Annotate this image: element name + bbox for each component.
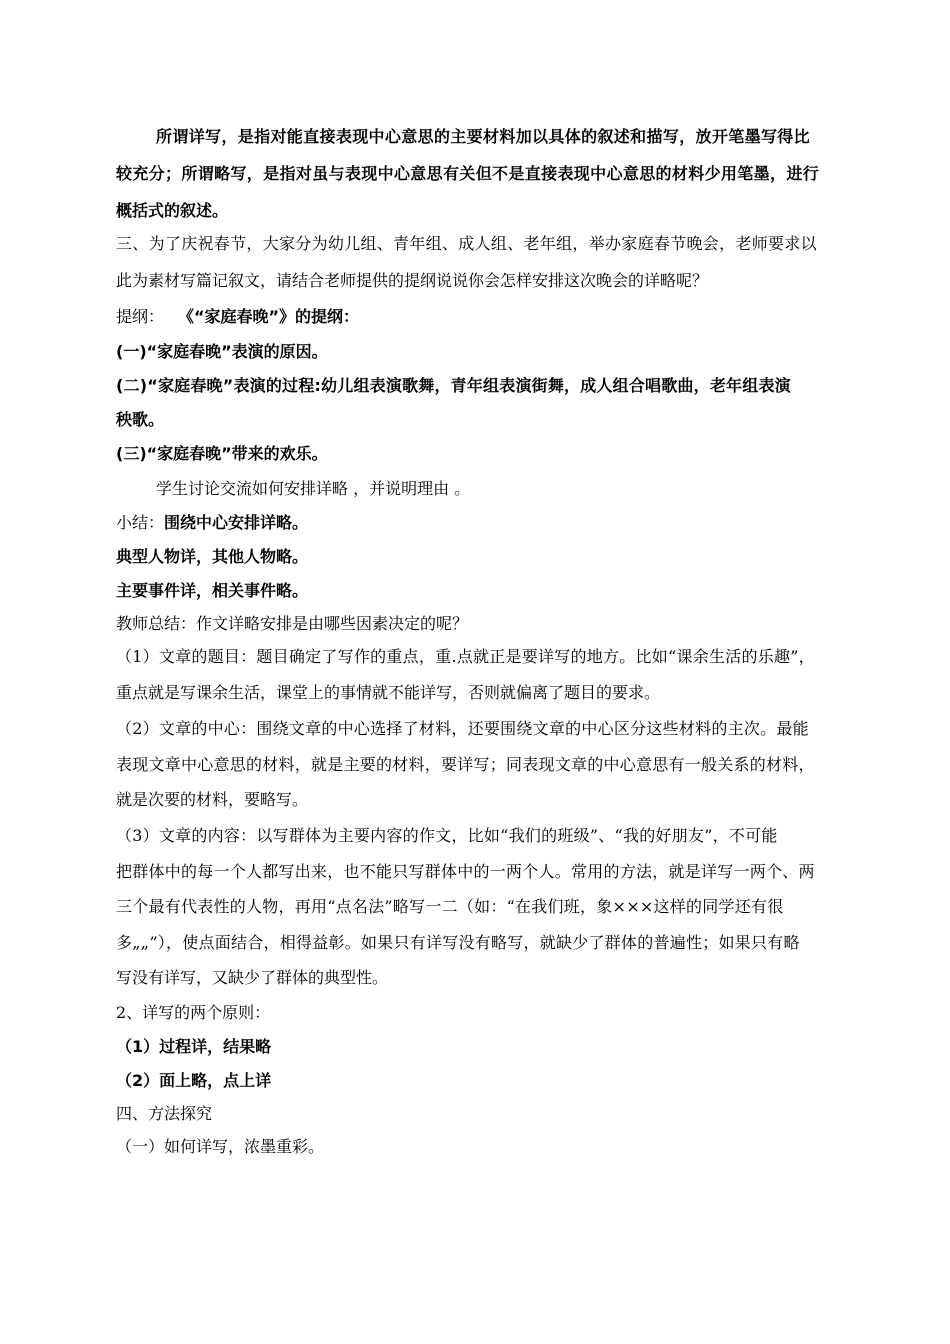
factor-line-10: 写没有详写，又缺少了群体的典型性。 — [116, 968, 389, 987]
summary-prefix: 小结： — [116, 513, 165, 532]
factor-line-9: 多„„”），使点面结合，相得益彰。如果只有详写没有略写，就缺少了群体的普遍性；如果只有略 — [116, 933, 800, 952]
factor-line-4: 表现文章中心意思的材料，就是主要的材料，要详写；同表现文章的中心意思有一般关系的材料， — [116, 755, 815, 774]
section3-line-1: 三、为了庆祝春节，大家分为幼儿组、青年组、成人组、老年组，举办家庭春节晚会，老师要求以 — [116, 234, 817, 253]
factor-line-7: 把群体中的每一个人都写出来，也不能只写群体中的一两个人。常用的方法，就是详写一两个、两 — [116, 862, 815, 881]
intro-line-1: 所谓详写，是指对能直接表现中心意思的主要材料加以具体的叙述和描写，放开笔墨写得比 — [156, 127, 811, 146]
outline-item-3: (三)“家庭春晚”带来的欢乐。 — [116, 444, 328, 463]
teacher-question: 教师总结：作文详略安排是由哪些因素决定的呢？ — [116, 614, 469, 633]
summary-line-1 — [116, 513, 308, 533]
outline-prefix: 提纲： — [116, 307, 165, 326]
intro-line-3: 概括式的叙述。 — [116, 201, 229, 220]
discussion-line: 学生讨论交流如何安排详略 ，并说明理由 。 — [156, 479, 471, 498]
factor-line-2: 重点就是写课余生活，课堂上的事情就不能详写，否则就偏离了题目的要求。 — [116, 683, 661, 702]
outline-title: 《“家庭春晚”》的提纲： — [186, 307, 360, 326]
factor-line-5: 就是次要的材料，要略写。 — [116, 790, 309, 809]
outline-item-2-cont: 秧歌。 — [116, 410, 165, 429]
outline-heading — [116, 307, 359, 327]
summary-point-2: 典型人物详，其他人物略。 — [116, 547, 309, 566]
summary-point-3: 主要事件详，相关事件略。 — [116, 581, 309, 600]
section4-heading: 四、方法探究 — [116, 1104, 213, 1123]
summary-point-1: 围绕中心安排详略。 — [164, 513, 309, 532]
intro-line-2: 较充分；所谓略写，是指对虽与表现中心意思有关但不是直接表现中心意思的材料少用笔墨，进行 — [116, 164, 820, 183]
principle-1: （1）过程详，结果略 — [116, 1037, 272, 1056]
factor-line-8: 三个最有代表性的人物，再用“点名法”略写一二（如：“在我们班，象×××这样的同学还有很 — [116, 897, 784, 916]
factor-line-6: （3）文章的内容：以写群体为主要内容的作文，比如“我们的班级”、“我的好朋友”，不可能 — [116, 826, 778, 845]
outline-item-2: (二)“家庭春晚”表演的过程:幼儿组表演歌舞，青年组表演街舞，成人组合唱歌曲，老年组表演 — [116, 376, 791, 395]
section4-subheading: （一）如何详写，浓墨重彩。 — [116, 1137, 325, 1156]
section3-line-2: 此为素材写篇记叙文，请结合老师提供的提纲说说你会怎样安排这次晚会的详略呢？ — [116, 271, 709, 290]
principle-2: （2）面上略，点上详 — [116, 1071, 272, 1090]
factor-line-1: （1）文章的题目：题目确定了写作的重点，重.点就正是要详写的地方。比如“课余生活的乐趣”， — [116, 647, 815, 666]
principles-heading: 2、详写的两个原则： — [116, 1003, 271, 1022]
factor-line-3: （2）文章的中心：围绕文章的中心选择了材料，还要围绕文章的中心区分这些材料的主次。最能 — [116, 719, 809, 738]
outline-item-1: (一)“家庭春晚”表演的原因。 — [116, 342, 328, 361]
